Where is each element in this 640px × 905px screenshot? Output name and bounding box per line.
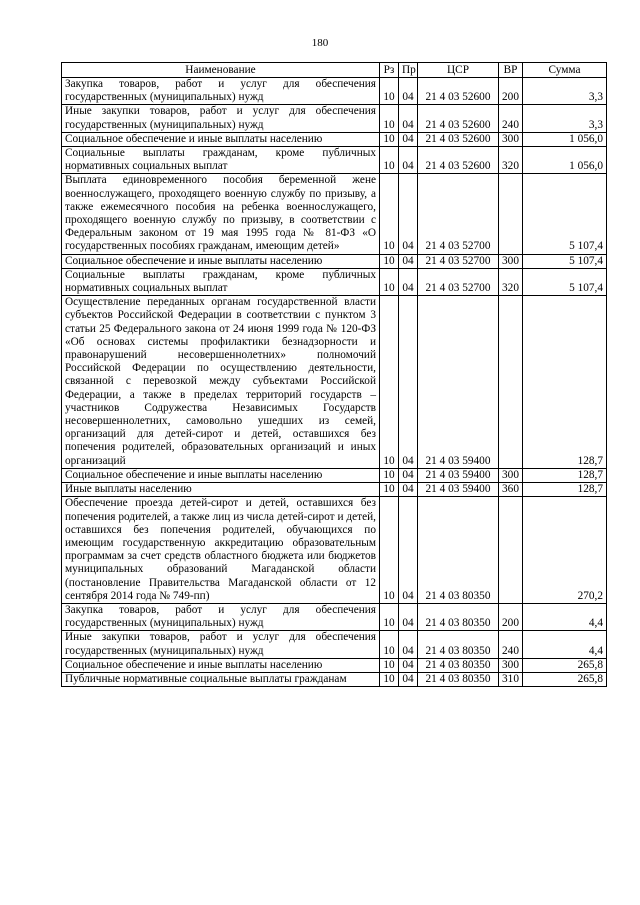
row-sum: 265,8 bbox=[523, 672, 607, 686]
header-vr: ВР bbox=[499, 63, 523, 78]
table-row bbox=[62, 468, 607, 482]
row-pr: 04 bbox=[399, 483, 418, 497]
row-rz: 10 bbox=[380, 483, 399, 497]
row-name: Выплата единовременного пособия беременной жене военнослужащего, проходящего военную службу по призыву, а также ежемесячного пособия на ребенка военнослужащего, проходящего военную службу по призыву, в соответствии с Федеральным законом от 19 мая 1995 года № 81-ФЗ «О государственных пособиях гражданам, имеющим детей» bbox=[62, 174, 380, 254]
row-sum: 4,4 bbox=[523, 603, 607, 630]
row-rz: 10 bbox=[380, 147, 399, 174]
row-csr: 21 4 03 80350 bbox=[418, 672, 499, 686]
row-vr: 240 bbox=[499, 105, 523, 132]
row-csr: 21 4 03 52700 bbox=[418, 254, 499, 268]
row-vr: 300 bbox=[499, 468, 523, 482]
row-name: Социальное обеспечение и иные выплаты населению bbox=[62, 468, 380, 482]
budget-table bbox=[61, 62, 607, 687]
row-sum: 5 107,4 bbox=[523, 268, 607, 295]
row-name: Социальное обеспечение и иные выплаты населению bbox=[62, 254, 380, 268]
row-name: Обеспечение проезда детей-сирот и детей, оставшихся без попечения родителей, а также лиц из числа детей-сирот и детей, оставшихся без попечения родителей, обучающихся по имеющим государственную аккредитацию образовательным программам за счет средств областного бюджета или бюджетов муниципальных образований Магаданской области (постановление Правительства Магаданской области от 12 сентября 2014 года № 749-пп) bbox=[62, 497, 380, 604]
table-row bbox=[62, 296, 607, 469]
row-rz: 10 bbox=[380, 78, 399, 105]
row-pr: 04 bbox=[399, 105, 418, 132]
row-rz: 10 bbox=[380, 174, 399, 254]
row-sum: 1 056,0 bbox=[523, 147, 607, 174]
row-sum: 270,2 bbox=[523, 497, 607, 604]
row-rz: 10 bbox=[380, 497, 399, 604]
row-sum: 4,4 bbox=[523, 631, 607, 658]
row-rz: 10 bbox=[380, 468, 399, 482]
table-row bbox=[62, 268, 607, 295]
row-csr: 21 4 03 59400 bbox=[418, 296, 499, 469]
row-rz: 10 bbox=[380, 132, 399, 146]
row-pr: 04 bbox=[399, 132, 418, 146]
row-name: Осуществление переданных органам государственной власти субъектов Российской Федерации в соответствии с пунктом 3 статьи 25 Федерального закона от 24 июня 1999 года № 120-ФЗ «Об основах системы профилактики безнадзорности и правонарушений несовершеннолетних» полномочий Российской Федерации по осуществлению деятельности, связанной с перевозкой между субъектами Российской Федерации, а также в пределах территорий государств – участников Содружества Независимых Государств несовершеннолетних, самовольно ушедших из семей, организаций для детей-сирот и детей, оставшихся без попечения родителей, образовательных организаций и иных организаций bbox=[62, 296, 380, 469]
row-name: Социальное обеспечение и иные выплаты населению bbox=[62, 658, 380, 672]
row-vr bbox=[499, 296, 523, 469]
row-csr: 21 4 03 80350 bbox=[418, 658, 499, 672]
table-row bbox=[62, 658, 607, 672]
row-name: Закупка товаров, работ и услуг для обеспечения государственных (муниципальных) нужд bbox=[62, 78, 380, 105]
row-vr: 320 bbox=[499, 147, 523, 174]
row-vr bbox=[499, 174, 523, 254]
row-pr: 04 bbox=[399, 658, 418, 672]
header-csr: ЦСР bbox=[418, 63, 499, 78]
row-csr: 21 4 03 52600 bbox=[418, 132, 499, 146]
row-rz: 10 bbox=[380, 603, 399, 630]
header-pr: Пр bbox=[399, 63, 418, 78]
row-vr: 200 bbox=[499, 603, 523, 630]
row-name: Социальные выплаты гражданам, кроме публичных нормативных социальных выплат bbox=[62, 147, 380, 174]
table-row bbox=[62, 174, 607, 254]
row-sum: 265,8 bbox=[523, 658, 607, 672]
row-csr: 21 4 03 80350 bbox=[418, 497, 499, 604]
header-rz: Рз bbox=[380, 63, 399, 78]
row-sum: 5 107,4 bbox=[523, 254, 607, 268]
row-pr: 04 bbox=[399, 603, 418, 630]
row-pr: 04 bbox=[399, 147, 418, 174]
row-rz: 10 bbox=[380, 296, 399, 469]
row-name: Публичные нормативные социальные выплаты гражданам bbox=[62, 672, 380, 686]
header-name: Наименование bbox=[62, 63, 380, 78]
row-sum: 5 107,4 bbox=[523, 174, 607, 254]
row-csr: 21 4 03 52700 bbox=[418, 174, 499, 254]
row-csr: 21 4 03 59400 bbox=[418, 483, 499, 497]
row-vr: 300 bbox=[499, 254, 523, 268]
row-csr: 21 4 03 52600 bbox=[418, 78, 499, 105]
row-vr: 300 bbox=[499, 132, 523, 146]
table-row bbox=[62, 254, 607, 268]
table-row bbox=[62, 497, 607, 604]
row-rz: 10 bbox=[380, 672, 399, 686]
row-csr: 21 4 03 80350 bbox=[418, 631, 499, 658]
row-sum: 3,3 bbox=[523, 105, 607, 132]
table-row bbox=[62, 483, 607, 497]
table-row bbox=[62, 672, 607, 686]
row-rz: 10 bbox=[380, 631, 399, 658]
row-pr: 04 bbox=[399, 468, 418, 482]
table-row bbox=[62, 132, 607, 146]
row-sum: 128,7 bbox=[523, 468, 607, 482]
row-sum: 1 056,0 bbox=[523, 132, 607, 146]
row-vr: 310 bbox=[499, 672, 523, 686]
table-row bbox=[62, 631, 607, 658]
row-pr: 04 bbox=[399, 296, 418, 469]
row-vr bbox=[499, 497, 523, 604]
row-csr: 21 4 03 80350 bbox=[418, 603, 499, 630]
row-sum: 3,3 bbox=[523, 78, 607, 105]
row-pr: 04 bbox=[399, 78, 418, 105]
row-vr: 300 bbox=[499, 658, 523, 672]
row-vr: 240 bbox=[499, 631, 523, 658]
header-sum: Сумма bbox=[523, 63, 607, 78]
row-vr: 360 bbox=[499, 483, 523, 497]
row-name: Иные закупки товаров, работ и услуг для обеспечения государственных (муниципальных) нужд bbox=[62, 631, 380, 658]
table-row bbox=[62, 105, 607, 132]
table-header-row bbox=[62, 63, 607, 78]
table-row bbox=[62, 603, 607, 630]
row-rz: 10 bbox=[380, 268, 399, 295]
row-name: Иные выплаты населению bbox=[62, 483, 380, 497]
table-row bbox=[62, 78, 607, 105]
row-name: Социальные выплаты гражданам, кроме публичных нормативных социальных выплат bbox=[62, 268, 380, 295]
row-rz: 10 bbox=[380, 658, 399, 672]
row-sum: 128,7 bbox=[523, 483, 607, 497]
row-pr: 04 bbox=[399, 174, 418, 254]
row-rz: 10 bbox=[380, 254, 399, 268]
row-pr: 04 bbox=[399, 631, 418, 658]
row-csr: 21 4 03 52600 bbox=[418, 147, 499, 174]
row-name: Иные закупки товаров, работ и услуг для обеспечения государственных (муниципальных) нужд bbox=[62, 105, 380, 132]
row-rz: 10 bbox=[380, 105, 399, 132]
row-csr: 21 4 03 52700 bbox=[418, 268, 499, 295]
row-sum: 128,7 bbox=[523, 296, 607, 469]
page-number: 180 bbox=[311, 37, 329, 49]
row-name: Закупка товаров, работ и услуг для обеспечения государственных (муниципальных) нужд bbox=[62, 603, 380, 630]
row-pr: 04 bbox=[399, 672, 418, 686]
row-name: Социальное обеспечение и иные выплаты населению bbox=[62, 132, 380, 146]
row-vr: 320 bbox=[499, 268, 523, 295]
row-csr: 21 4 03 59400 bbox=[418, 468, 499, 482]
row-pr: 04 bbox=[399, 268, 418, 295]
row-pr: 04 bbox=[399, 254, 418, 268]
row-csr: 21 4 03 52600 bbox=[418, 105, 499, 132]
row-vr: 200 bbox=[499, 78, 523, 105]
row-pr: 04 bbox=[399, 497, 418, 604]
table-row bbox=[62, 147, 607, 174]
